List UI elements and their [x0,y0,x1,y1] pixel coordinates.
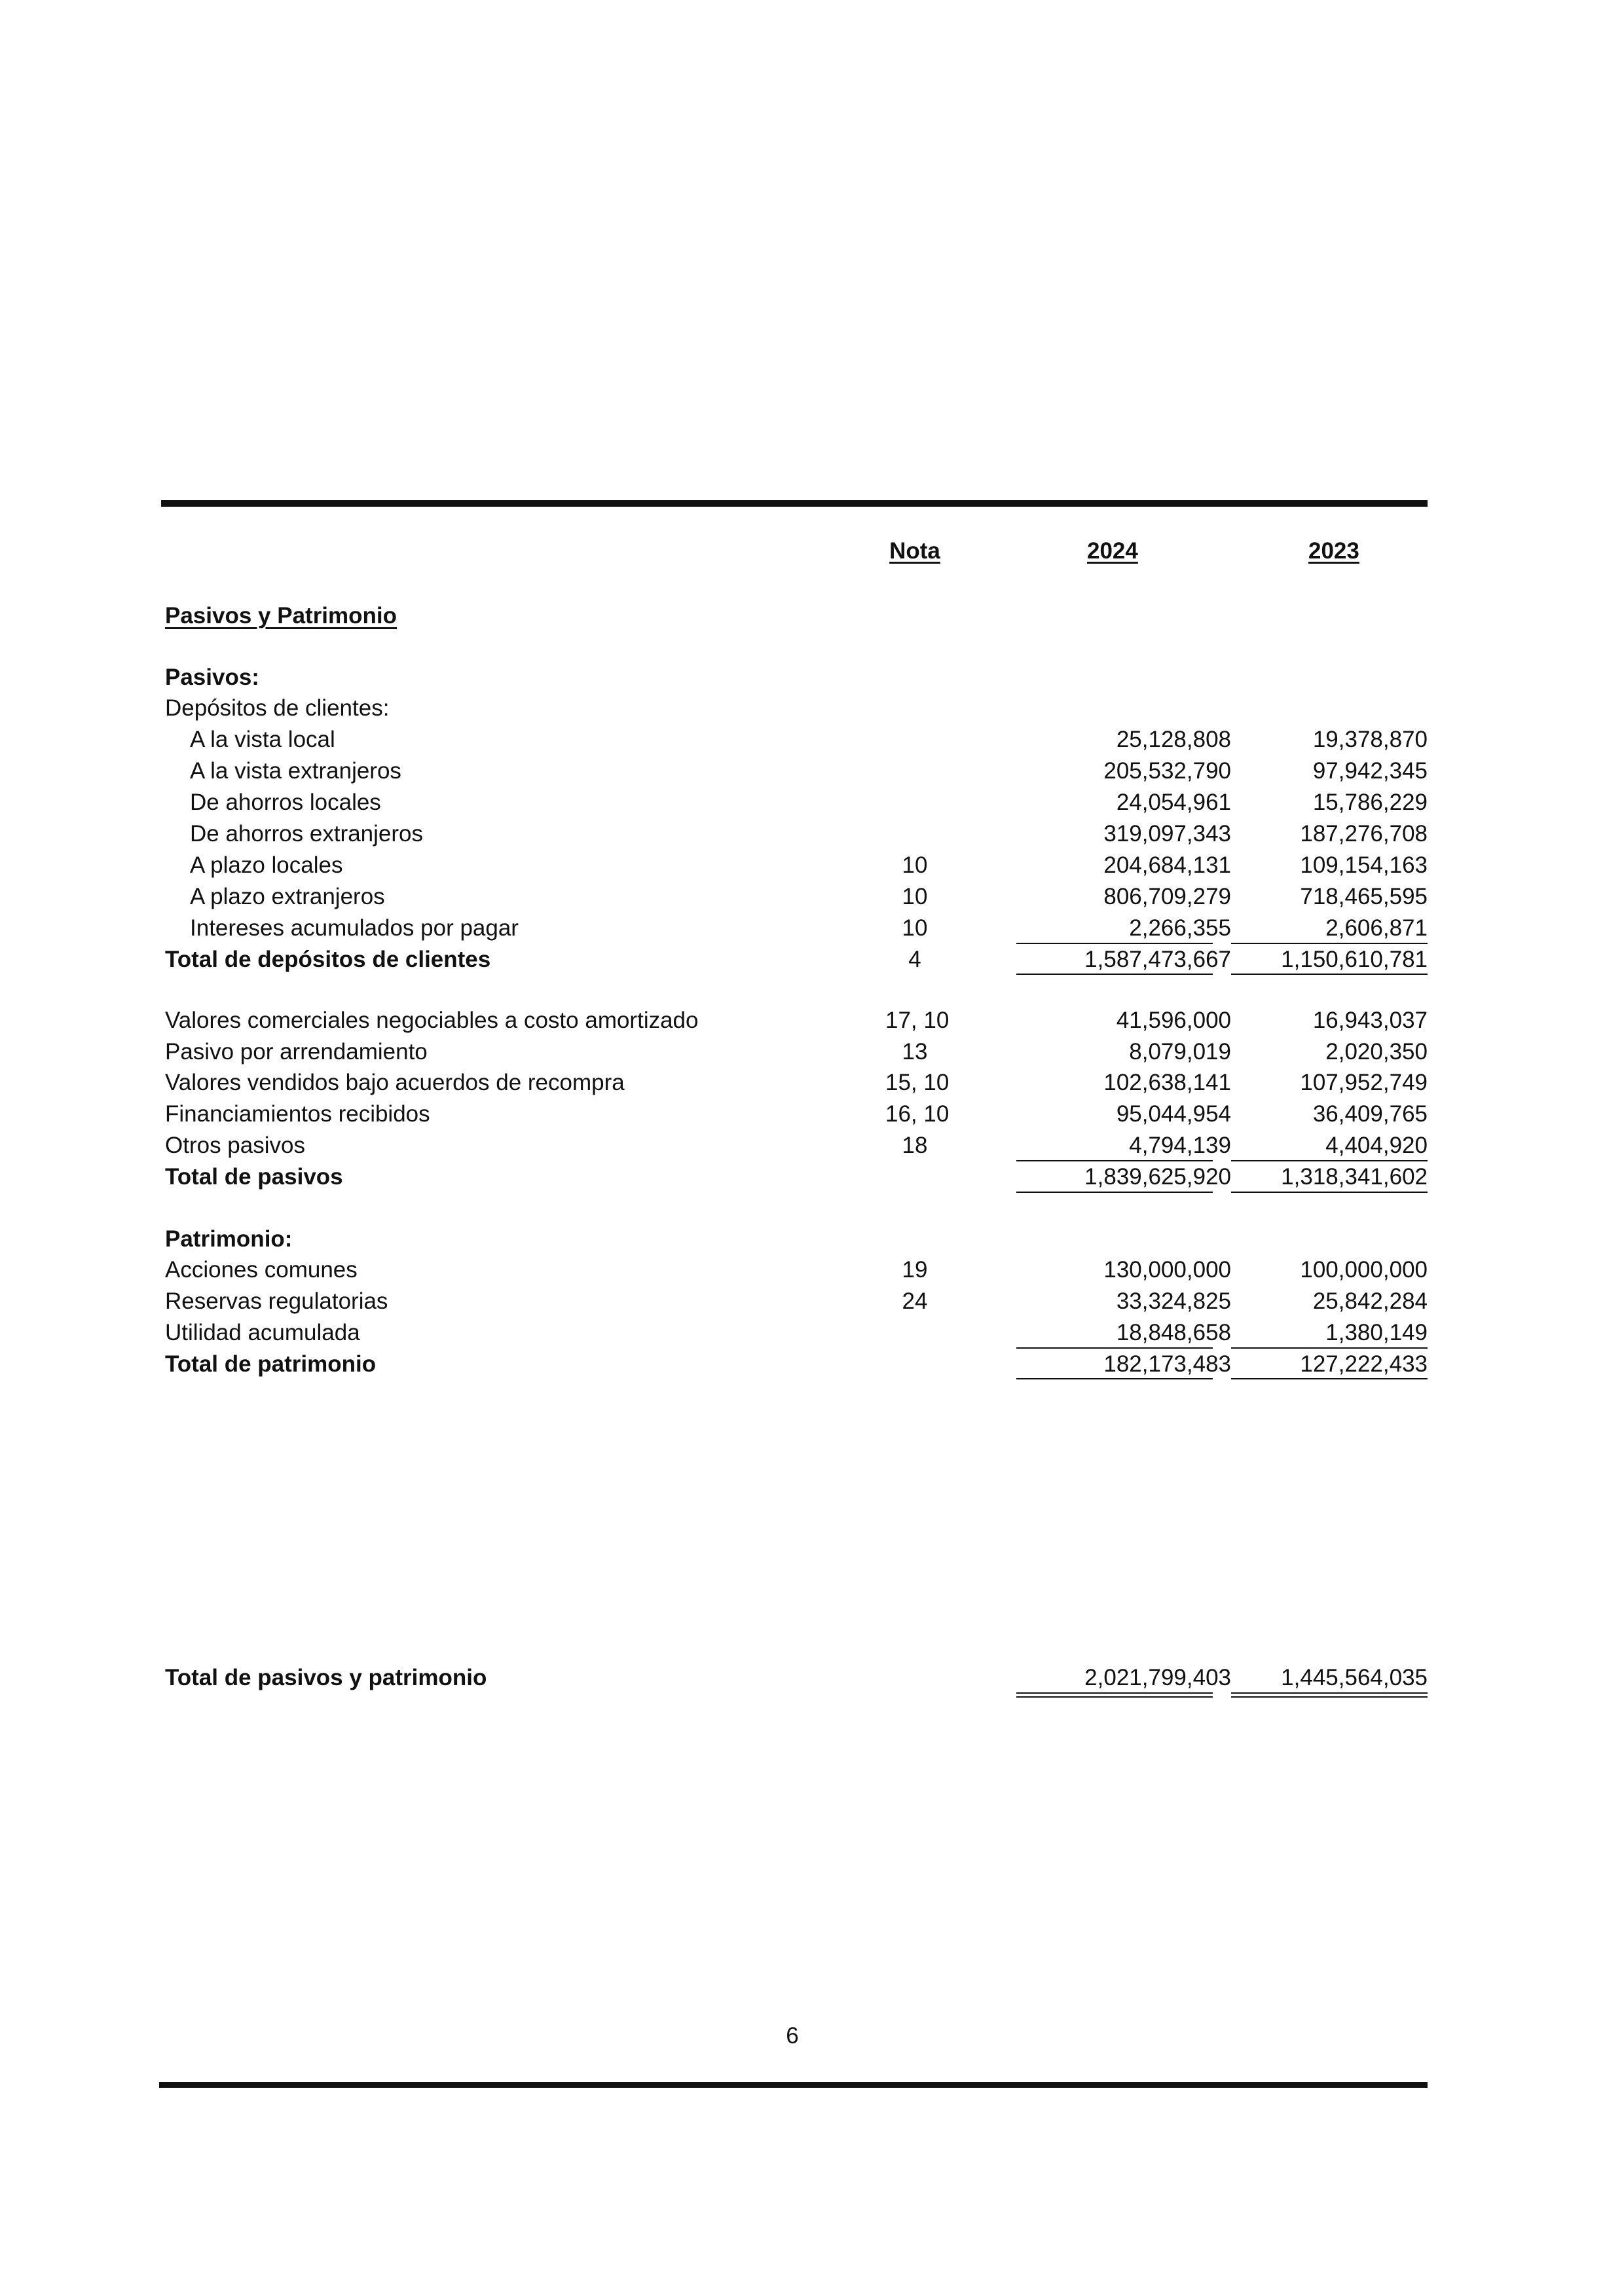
row-nota: 10 [902,915,928,941]
row-value-2023: 2,020,350 [1325,1039,1428,1065]
section-title: Pasivos y Patrimonio [165,603,397,629]
row-value-2023: 1,150,610,781 [1281,947,1428,972]
row-value-2024: 204,684,131 [1103,852,1231,878]
grand-total-2023: 1,445,564,035 [1281,1665,1428,1690]
row-value-2023: 187,276,708 [1300,821,1428,847]
row-value-2023: 107,952,749 [1300,1070,1428,1095]
subtotal-rule [1016,1160,1213,1161]
table-row [165,756,1428,786]
header-nota: Nota [889,538,940,564]
row-nota: 24 [902,1288,928,1314]
row-label: Acciones comunes [165,1257,358,1283]
table-row [165,1131,1428,1161]
table-row [165,850,1428,881]
total-rule [1231,1378,1428,1379]
row-value-2024: 41,596,000 [1116,1008,1231,1033]
subtotal-rule [1231,1347,1428,1349]
row-label: A plazo extranjeros [190,884,385,909]
row-nota: 16, 10 [885,1101,950,1127]
table-row [165,1037,1428,1067]
row-value-2023: 36,409,765 [1312,1101,1428,1127]
row-value-2024: 130,000,000 [1103,1257,1231,1283]
row-value-2024: 8,079,019 [1129,1039,1231,1065]
total-depositos-label: Total de depósitos de clientes [165,947,491,972]
row-label: A plazo locales [190,852,343,878]
row-label: Otros pasivos [165,1133,305,1158]
subtotal-rule [1231,1160,1428,1161]
row-nota: 13 [902,1039,928,1065]
row-value-2024: 24,054,961 [1116,790,1231,815]
row-value-2023: 100,000,000 [1300,1257,1428,1283]
subtotal-rule [1016,943,1213,944]
row-label: De ahorros locales [190,790,381,815]
subtotal-rule [1231,943,1428,944]
total-rule [1016,1378,1213,1379]
row-value-2024: 1,587,473,667 [1084,947,1231,972]
grand-total-label: Total de pasivos y patrimonio [165,1665,487,1690]
total-row [165,1162,1428,1192]
total-rule [1231,974,1428,975]
row-value-2023: 1,318,341,602 [1281,1164,1428,1190]
total-rule [1016,1192,1213,1193]
row-value-2023: 25,842,284 [1312,1288,1428,1314]
row-nota: 15, 10 [885,1070,950,1095]
depositos-heading-row [165,693,1428,723]
row-label: A la vista extranjeros [190,758,401,784]
table-row [165,1006,1428,1036]
row-value-2024: 182,173,483 [1103,1351,1231,1377]
row-value-2024: 25,128,808 [1116,727,1231,752]
table-row [165,913,1428,943]
total-rule [1231,1192,1428,1193]
grand-total-row [165,1663,1428,1693]
row-label: Reservas regulatorias [165,1288,388,1314]
subtotal-rule [1016,1347,1213,1349]
row-value-2023: 1,380,149 [1325,1320,1428,1345]
row-nota: 18 [902,1133,928,1158]
total-pasivos-label: Total de pasivos [165,1164,343,1190]
table-row [165,1318,1428,1348]
row-value-2024: 102,638,141 [1103,1070,1231,1095]
page-number: 6 [786,2023,799,2049]
row-nota: 10 [902,884,928,909]
pasivos-heading-row [165,663,1428,693]
row-nota: 19 [902,1257,928,1283]
total-row [165,1349,1428,1379]
row-value-2024: 4,794,139 [1129,1133,1231,1158]
row-value-2023: 109,154,163 [1300,852,1428,878]
double-rule [1016,1692,1213,1698]
row-value-2024: 33,324,825 [1116,1288,1231,1314]
row-nota: 17, 10 [885,1008,950,1033]
table-row [165,819,1428,849]
row-label: Pasivo por arrendamiento [165,1039,428,1065]
grand-total-2024: 2,021,799,403 [1084,1665,1231,1690]
row-value-2023: 97,942,345 [1312,758,1428,784]
table-row [165,1099,1428,1129]
row-label: Utilidad acumulada [165,1320,360,1345]
bottom-rule [159,2082,1428,2088]
row-value-2023: 718,465,595 [1300,884,1428,909]
header-2023: 2023 [1308,538,1359,564]
table-row [165,725,1428,755]
table-row [165,1068,1428,1098]
total-row [165,945,1428,975]
row-label: Financiamientos recibidos [165,1101,430,1127]
row-value-2023: 16,943,037 [1312,1008,1428,1033]
pasivos-heading: Pasivos: [165,665,259,690]
top-rule [161,500,1428,507]
row-nota: 10 [902,852,928,878]
row-value-2024: 205,532,790 [1103,758,1231,784]
table-row [165,1286,1428,1317]
total-patrimonio-label: Total de patrimonio [165,1351,377,1377]
row-nota: 4 [908,947,921,972]
row-value-2024: 2,266,355 [1129,915,1231,941]
table-row [165,1255,1428,1285]
row-value-2023: 19,378,870 [1312,727,1428,752]
patrimonio-heading: Patrimonio: [165,1226,293,1252]
table-row [165,788,1428,818]
row-value-2023: 15,786,229 [1312,790,1428,815]
table-row [165,882,1428,912]
row-value-2024: 806,709,279 [1103,884,1231,909]
depositos-heading: Depósitos de clientes: [165,695,390,721]
row-label: A la vista local [190,727,335,752]
row-label: Intereses acumulados por pagar [190,915,519,941]
row-value-2024: 95,044,954 [1116,1101,1231,1127]
header-2024: 2024 [1087,538,1138,564]
row-value-2024: 18,848,658 [1116,1320,1231,1345]
row-value-2024: 1,839,625,920 [1084,1164,1231,1190]
row-label: Valores comerciales negociables a costo amortizado [165,1008,699,1033]
total-rule [1016,974,1213,975]
row-label: Valores vendidos bajo acuerdos de recompra [165,1070,625,1095]
row-value-2023: 4,404,920 [1325,1133,1428,1158]
section-title-row [165,601,1428,631]
row-value-2023: 127,222,433 [1300,1351,1428,1377]
patrimonio-heading-row [165,1224,1428,1254]
row-label: De ahorros extranjeros [190,821,423,847]
double-rule [1231,1692,1428,1698]
row-value-2024: 319,097,343 [1103,821,1231,847]
row-value-2023: 2,606,871 [1325,915,1428,941]
